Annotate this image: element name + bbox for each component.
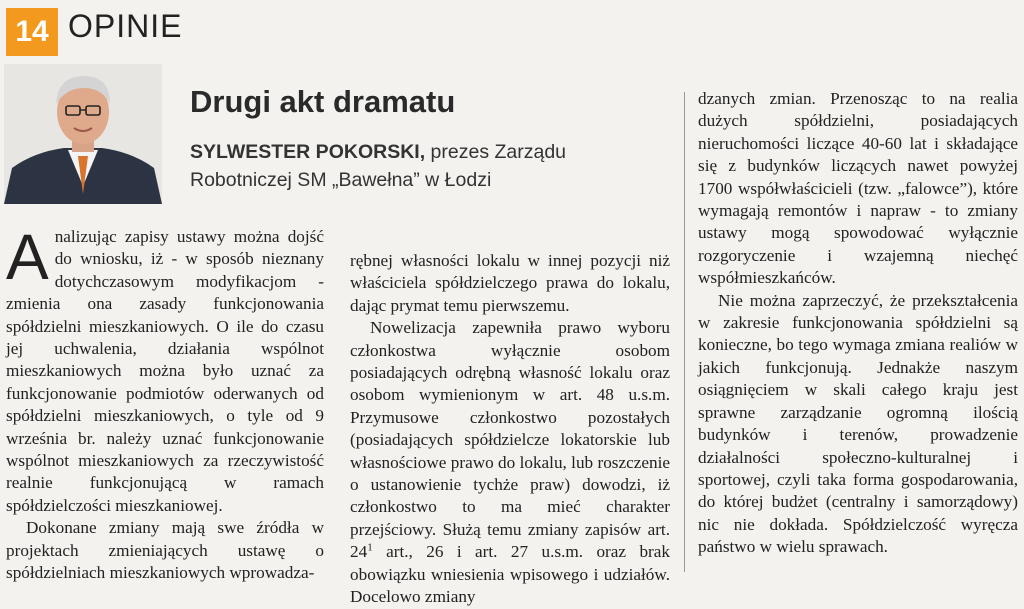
byline	[190, 138, 660, 194]
paragraph-text: Nowelizacja zapewniła prawo wyboru członkostwa wyłącznie osobom posiadających odrębną własność lokalu oraz osobom wymienionym w art. 48 u.s.m. Przymusowe członkostwo pozostałych (posiadających spółdzielcze lokatorskie lub własnościowe prawo do lokalu, lub roszczenie o ustanowienie tychże praw) dowodzi, iż członkostwo to ma mieć charakter przejściowy. Służą temu zmiany zapisów art. 24	[350, 318, 670, 562]
section-title: OPINIE	[68, 8, 183, 44]
paragraph-text: nalizując zapisy ustawy można dojść do wniosku, iż - w sposób nieznany dotychczasowym modyfikacjom - zmienia ona zasady funkcjonowania spółdzielni mieszkaniowych. O ile do czasu jej uchwalenia, działania wspólnot mieszkaniowych można było uznać za funkcjonowanie podmiotów oderwanych od spółdzielni mieszkaniowych, o tyle od 9 września br. należy uznać funkcjonowanie wspólnot mieszkaniowych za rzeczywistość realnie funkcjonującą w ramach spółdzielczości mieszkaniowej.	[6, 227, 324, 515]
article-title: Drugi akt dramatu	[190, 84, 456, 119]
drop-cap: A	[6, 221, 49, 293]
page-number-badge: 14	[6, 8, 58, 56]
author-portrait-icon	[4, 64, 162, 204]
paragraph: rębnej własności lokalu w innej pozycji niż właściciela spółdzielczego prawa do lokalu, dając prymat temu pierwszemu.	[350, 251, 670, 315]
paragraph: dzanych zmian. Przenosząc to na realia dużych spółdzielni, posiadających nieruchomości liczące 40-60 lat i składające się z budynków liczących nawet powyżej 1700 współwłaścicieli (tzw. „falowce”), które wymagają remontów i napraw - to zmiany ustawy mogą spowodować wyłącznie rozgoryczenie i wzajemną niechęć współmieszkańców.	[698, 89, 1018, 288]
author-role: prezes Zarządu Robotniczej SM „Bawełna” w Łodzi	[190, 141, 567, 191]
author-photo	[4, 64, 162, 204]
article-column-2	[350, 250, 670, 609]
paragraph: Nie można zaprzeczyć, że przekształcenia w zakresie funkcjonowania spółdzielni są konieczne, bo tego wymaga zmiana realiów w jakich funkcjonują. Jednakże naszym osiągnięciem w skali całego kraju jest sprawne zarządzanie ogromną ilością budynków i terenów, prowadzenie działalności społeczno-kulturalnej i sportowej, czyli taka forma gospodarowania, do której budżet (centralny i samorządowy) nic nie dokłada. Spółdzielczość wyręcza państwo w wielu sprawach.	[698, 290, 1018, 557]
paragraph	[6, 221, 324, 517]
superscript: 1	[367, 541, 373, 554]
paragraph-text: art., 26 i art. 27 u.s.m. oraz brak obowiązku wniesienia wpisowego i udziałów. Docelowo zmiany	[350, 542, 670, 607]
paragraph: Dokonane zmiany mają swe źródła w projektach zmieniających ustawę o spółdzielniach mieszkaniowych wprowadza-	[6, 518, 324, 583]
article-column-3	[698, 88, 1018, 559]
article-column-1	[6, 221, 324, 585]
column-divider	[684, 92, 685, 572]
paragraph	[350, 317, 670, 608]
author-name: SYLWESTER POKORSKI,	[190, 141, 426, 163]
